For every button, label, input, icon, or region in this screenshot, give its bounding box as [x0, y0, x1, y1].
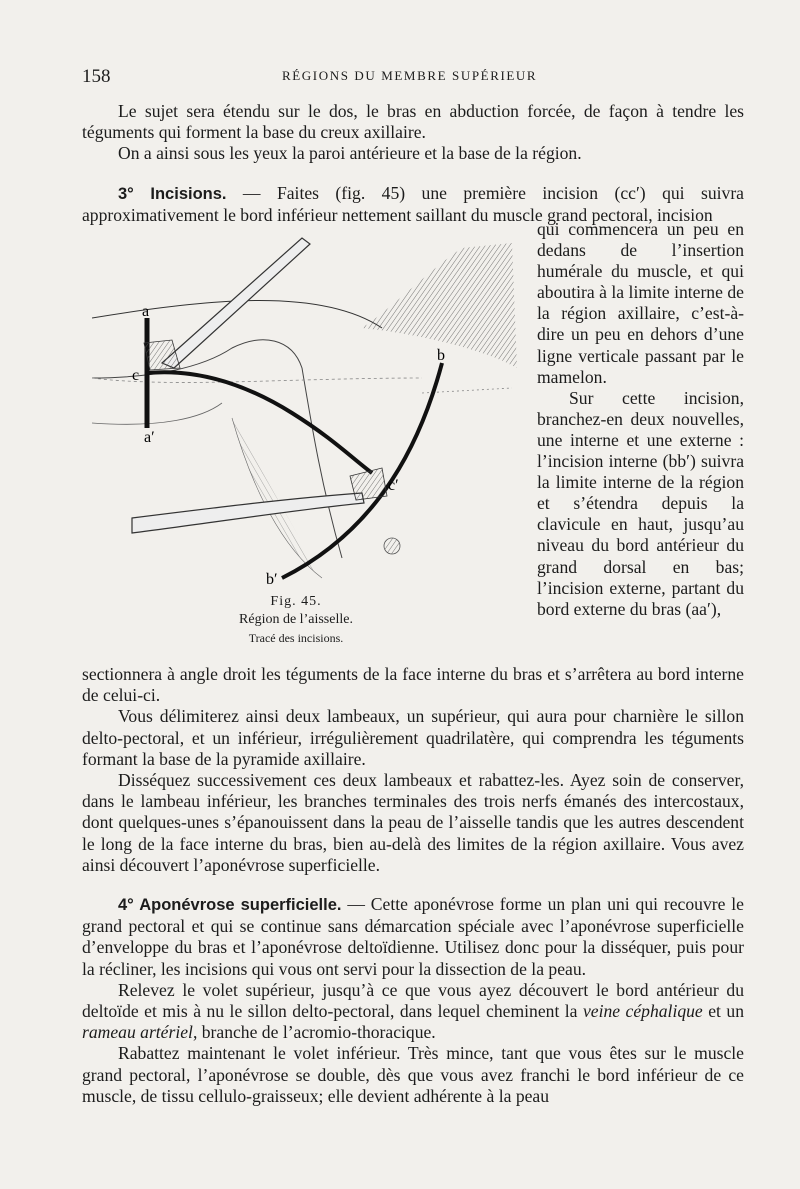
label-c: c	[132, 367, 140, 384]
label-a-prime: a′	[144, 429, 155, 446]
arm-lower-contour	[92, 403, 222, 424]
page-number: 158	[82, 66, 111, 87]
paragraph-7	[82, 980, 744, 1044]
lower-forceps	[132, 493, 364, 533]
nipple	[384, 538, 400, 554]
figure-caption-line2: Tracé des incisions.	[248, 631, 344, 645]
section-3-intro-text: — Faites (fig. 45) une première incision (cc′) qui suivra approximativement le bord inférieur nettement saillant du muscle grand pectoral, incision	[82, 183, 744, 226]
lower-flap-grip	[350, 468, 387, 500]
paragraph-2: On a ainsi sous les yeux la paroi antérieure et la base de la région.	[118, 143, 582, 164]
paragraph-1: Le sujet sera étendu sur le dos, le bras en abduction forcée, de façon à tendre les téguments qui forment la base du creux axillaire.	[82, 101, 744, 143]
label-c-prime: c′	[388, 477, 399, 494]
section-4-heading: 4° Aponévrose superficielle.	[118, 896, 342, 914]
upper-flap-grip	[144, 340, 180, 370]
figure-45	[92, 228, 522, 598]
paragraph-7-part1: Relevez le volet supérieur, jusqu’à ce que vous ayez découvert le bord antérieur du deltoïde et mis à nu le sillon delto-pectoral, dans lequel cheminent la	[82, 979, 744, 1022]
side-column-text	[537, 219, 744, 620]
arm-contour	[92, 340, 342, 558]
term-veine-cephalique: veine céphalique	[582, 1001, 703, 1022]
lower-text	[82, 664, 744, 876]
paragraph-4: Vous délimiterez ainsi deux lambeaux, un supérieur, qui aura pour charnière le sillon delto-pectoral, et un inférieur, irrégulièrement quadrilatère, qui comprendra les téguments formant la base de la pyramide axillaire.	[82, 706, 744, 769]
figure-caption-title: Fig. 45.	[270, 594, 322, 609]
paragraph-8: Rabattez maintenant le volet inférieur. Très mince, tant que vous êtes sur le muscle grand pectoral, l’aponévrose se double, dès que vous avez franchi le bord inférieur de ce muscle, de tissu cellulo-graisseux; elle devient adhérente à la peau	[82, 1043, 744, 1106]
section-4-block	[82, 894, 744, 1107]
side-paragraph-1: qui commencera un peu en dedans de l’insertion humérale du muscle, et qui aboutira à la limite interne de la région axillaire, c’est-à-dire un peu en dehors d’une ligne verticale passant par le mamelon.	[537, 219, 744, 387]
page-header	[82, 66, 742, 90]
intro-text	[82, 101, 744, 165]
paragraph-7-part2: et un	[702, 1001, 744, 1022]
label-b: b	[437, 347, 445, 364]
upper-forceps	[162, 238, 310, 368]
label-a: a	[142, 303, 150, 320]
side-paragraph-2: Sur cette incision, branchez-en deux nouvelles, une interne et une externe : l’incision interne (bb′) suivra la limite interne de la région et s’étendra depuis la clavicule en haut, jusqu’au niveau du bord antérieur du grand dorsal en bas; l’incision externe, partant du bord externe du bras (aa′),	[537, 387, 744, 619]
running-title: RÉGIONS DU MEMBRE SUPÉRIEUR	[282, 68, 538, 83]
figure-caption-line1: Région de l’aisselle.	[239, 612, 353, 627]
label-b-prime: b′	[266, 571, 278, 588]
section-4-paragraph	[82, 894, 744, 980]
section-4-text: — Cette aponévrose forme un plan uni qui recouvre le grand pectoral et qui se continue sans démarcation spéciale avec l’aponévrose superficielle d’enveloppe du bras et l’aponévrose deltoïdienne. Utilisez donc pour la disséquer, puis pour la récliner, les incisions qui vous ont servi pour la dissection de la peau.	[82, 894, 744, 979]
paragraph-7-part3: , branche de l’acromio-thoracique.	[192, 1022, 436, 1043]
incision-cc	[147, 372, 372, 473]
section-3-continuation: sectionnera à angle droit les téguments de la face interne du bras et s’arrêtera au bord interne de celui-ci.	[82, 664, 744, 706]
section-3-heading: 3° Incisions.	[118, 185, 227, 203]
dotted-line-1	[92, 378, 422, 382]
term-rameau-arteriel: rameau artériel	[82, 1022, 193, 1043]
incision-bb	[282, 363, 442, 578]
paragraph-5: Disséquez successivement ces deux lambeaux et rabattez-les. Ayez soin de conserver, dans le lambeau inférieur, les branches terminales des trois nerfs émanés des intercostaux, dont quelques-unes s’épanouissent dans la peau de l’aisselle tandis que les autres descendent le long de la face interne du bras, bien au-delà des limites de la région axillaire. Vous avez ainsi découvert l’aponévrose superficielle.	[82, 770, 744, 875]
axilla-illustration	[92, 228, 522, 598]
